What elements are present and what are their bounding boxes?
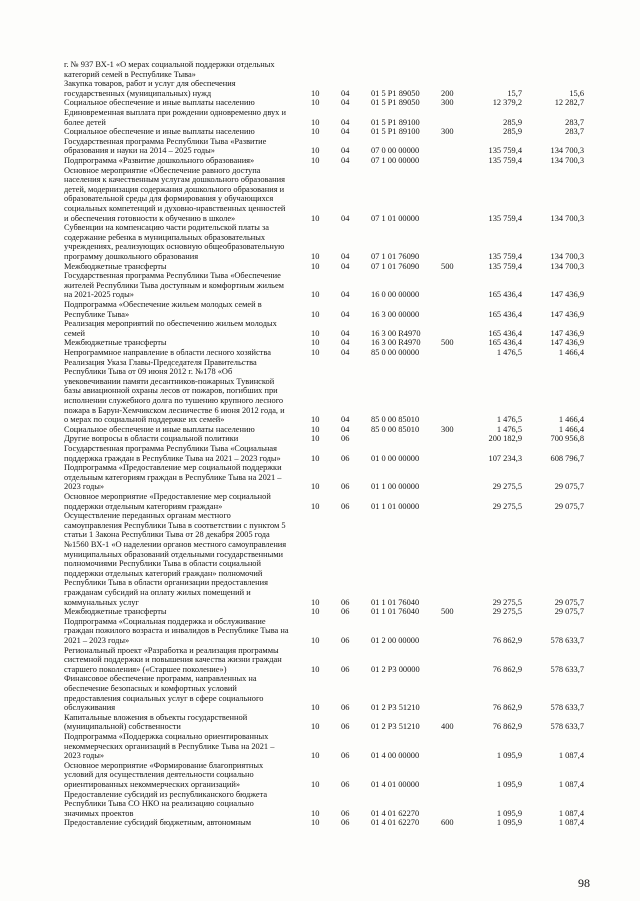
row-section-code: 10 — [311, 703, 320, 713]
row-section-code: 10 — [311, 607, 320, 617]
row-subsection-code: 06 — [341, 664, 350, 674]
row-expense-type: 300 — [441, 127, 454, 137]
row-amount-2022: 1 466,4 — [558, 415, 584, 425]
row-amount-2021: 165 436,4 — [488, 338, 522, 348]
row-subsection-code: 04 — [341, 290, 350, 300]
row-amount-2022: 1 466,4 — [558, 348, 584, 357]
row-description: Реализация Указа Главы-Председателя Правительства Республики Тыва от 09 июня 2012 г. №178 «Об увековечивании памяти десантников-пожарных Тувинской базы авиационной охраны лесов от пожаров, погибших при исполнении служебного долга по тушению крупного лесного пожара в Барун-Хемчикском лесничестве 6 июня 2012 года, и о мерах по социальной поддержке их семей» — [64, 357, 285, 425]
row-target-article: 85 0 00 85010 — [371, 415, 420, 425]
row-subsection-code: 06 — [341, 453, 350, 463]
table-row — [0, 262, 640, 272]
row-amount-2022: 578 633,7 — [550, 664, 584, 674]
table-row — [0, 60, 640, 79]
row-description: Основное мероприятие «Предоставление мер социальной поддержки отдельным категориям граждан» — [64, 492, 271, 511]
row-amount-2022: 147 436,9 — [550, 309, 584, 319]
row-amount-2022: 134 700,3 — [550, 261, 584, 271]
table-row — [0, 300, 640, 319]
row-subsection-code: 06 — [341, 722, 350, 732]
row-target-article: 01 1 01 00000 — [371, 501, 420, 511]
row-amount-2021: 135 759,4 — [488, 213, 522, 223]
row-target-article: 01 4 00 00000 — [371, 751, 420, 761]
row-section-code: 10 — [311, 415, 320, 425]
row-section-code: 10 — [311, 309, 320, 319]
table-row — [0, 137, 640, 156]
row-section-code: 10 — [311, 664, 320, 674]
row-amount-2022: 700 956,8 — [550, 434, 584, 444]
table-row — [0, 713, 640, 732]
row-description: Основное мероприятие «Формирование благоприятных условий для осуществления деятельности социально ориентированных некоммерческих организаций» — [64, 760, 264, 789]
row-subsection-code: 06 — [341, 751, 350, 761]
row-amount-2022: 29 075,7 — [554, 482, 584, 492]
row-amount-2022: 283,7 — [565, 117, 584, 127]
row-expense-type: 200 — [441, 88, 454, 98]
row-description: Государственная программа Республики Тыва «Социальная поддержка граждан в Республике Тыва на 2021 – 2023 годы» — [64, 444, 281, 463]
row-description: Подпрограмма «Предоставление мер социальной поддержки отдельным категориям граждан в Республике Тыва на 2021 – 2023 годы» — [64, 463, 282, 492]
row-section-code: 10 — [311, 453, 320, 463]
row-description: Предоставление субсидий из республиканского бюджета Республики Тыва СО НКО на реализацию социально значимых проектов — [64, 789, 268, 818]
row-amount-2022: 147 436,9 — [550, 338, 584, 348]
row-subsection-code: 04 — [341, 98, 350, 108]
row-amount-2022: 1 087,4 — [558, 818, 584, 828]
row-target-article: 16 3 00 R4970 — [371, 338, 421, 348]
table-row — [0, 79, 640, 98]
row-subsection-code: 06 — [341, 501, 350, 511]
row-amount-2021: 285,9 — [503, 127, 522, 137]
row-section-code: 10 — [311, 213, 320, 223]
row-subsection-code: 04 — [341, 117, 350, 127]
row-subsection-code: 04 — [341, 348, 350, 357]
row-description: Реализация мероприятий по обеспечению жильем молодых семей — [64, 319, 277, 338]
row-subsection-code: 06 — [341, 482, 350, 492]
row-section-code: 10 — [311, 98, 320, 108]
row-target-article: 85 0 00 00000 — [371, 348, 420, 357]
row-target-article: 01 0 00 00000 — [371, 453, 420, 463]
table-row — [0, 617, 640, 646]
row-target-article: 07 1 01 00000 — [371, 213, 420, 223]
row-amount-2021: 1 095,9 — [496, 818, 522, 828]
row-target-article: 01 5 Р1 89050 — [371, 98, 420, 108]
row-subsection-code: 04 — [341, 424, 350, 434]
row-amount-2021: 76 862,9 — [492, 664, 522, 674]
row-amount-2022: 29 075,7 — [554, 501, 584, 511]
row-amount-2021: 135 759,4 — [488, 261, 522, 271]
row-description: г. № 937 ВХ-1 «О мерах социальной поддержки отдельных категорий семей в Республике Тыва» — [64, 60, 275, 79]
row-amount-2021: 76 862,9 — [492, 722, 522, 732]
row-section-code: 10 — [311, 482, 320, 492]
row-amount-2022: 578 633,7 — [550, 703, 584, 713]
row-section-code: 10 — [311, 290, 320, 300]
row-amount-2021: 76 862,9 — [492, 635, 522, 645]
row-target-article: 01 5 Р1 89100 — [371, 127, 420, 137]
row-target-article: 85 0 00 85010 — [371, 424, 420, 434]
row-target-article: 01 4 01 62270 — [371, 818, 420, 828]
row-target-article: 07 1 01 76090 — [371, 261, 420, 271]
row-amount-2021: 135 759,4 — [488, 146, 522, 156]
table-row — [0, 818, 640, 828]
row-description: Социальное обеспечение и иные выплаты населению — [64, 424, 255, 434]
row-amount-2021: 29 275,5 — [492, 607, 522, 617]
row-amount-2022: 147 436,9 — [550, 328, 584, 338]
row-target-article: 01 1 01 76040 — [371, 607, 420, 617]
row-description: Единовременная выплата при рождении одновременно двух и более детей — [64, 108, 286, 127]
row-section-code: 10 — [311, 751, 320, 761]
table-row — [0, 790, 640, 819]
row-target-article: 16 0 00 00000 — [371, 290, 420, 300]
row-section-code: 10 — [311, 251, 320, 261]
table-row — [0, 319, 640, 338]
row-amount-2021: 285,9 — [503, 117, 522, 127]
row-amount-2021: 29 275,5 — [492, 597, 522, 607]
row-subsection-code: 04 — [341, 328, 350, 338]
row-expense-type: 300 — [441, 98, 454, 108]
row-section-code: 10 — [311, 338, 320, 348]
row-amount-2022: 1 087,4 — [558, 751, 584, 761]
row-amount-2022: 283,7 — [565, 127, 584, 137]
row-description: Осуществление переданных органам местного самоуправления Республики Тыва в соответствии с пунктом 5 статьи 1 Закона Республики Тыва от 28 декабря 2005 года №1560 ВХ-1 «О наделении органов местного самоуправления муниципальных образований отдельными государственными полномочиями Республики Тыва в области социальной поддержки отдельных категорий граждан» полномочий Республики Тыва в области организации предоставления гражданам субсидий на оплату жилых помещений и коммунальных услуг — [64, 511, 287, 607]
row-amount-2021: 1 095,9 — [496, 779, 522, 789]
table-row — [0, 348, 640, 358]
row-amount-2022: 147 436,9 — [550, 290, 584, 300]
table-row — [0, 444, 640, 463]
row-description: Межбюджетные трансферты — [64, 607, 167, 617]
row-target-article: 01 5 Р1 89050 — [371, 88, 420, 98]
row-target-article: 01 5 Р1 89100 — [371, 117, 420, 127]
table-row — [0, 127, 640, 137]
row-amount-2021: 29 275,5 — [492, 501, 522, 511]
row-target-article: 01 4 01 62270 — [371, 808, 420, 818]
row-subsection-code: 04 — [341, 261, 350, 271]
row-amount-2021: 200 182,9 — [488, 434, 522, 444]
row-description: Предоставление субсидий бюджетным, автономным — [64, 818, 252, 828]
row-amount-2021: 76 862,9 — [492, 703, 522, 713]
row-amount-2022: 608 796,7 — [550, 453, 584, 463]
row-expense-type: 600 — [441, 818, 454, 828]
row-expense-type: 400 — [441, 722, 454, 732]
row-amount-2022: 578 633,7 — [550, 635, 584, 645]
table-row — [0, 511, 640, 607]
row-amount-2021: 107 234,3 — [488, 453, 522, 463]
row-subsection-code: 06 — [341, 808, 350, 818]
table-row — [0, 271, 640, 300]
table-row — [0, 434, 640, 444]
row-subsection-code: 04 — [341, 88, 350, 98]
row-subsection-code: 06 — [341, 635, 350, 645]
row-section-code: 10 — [311, 635, 320, 645]
row-description: Подпрограмма «Обеспечение жильем молодых семей в Республике Тыва» — [64, 300, 262, 319]
row-amount-2021: 1 095,9 — [496, 808, 522, 818]
row-target-article: 07 1 01 76090 — [371, 251, 420, 261]
row-amount-2022: 134 700,3 — [550, 146, 584, 156]
row-section-code: 10 — [311, 722, 320, 732]
row-subsection-code: 04 — [341, 415, 350, 425]
row-section-code: 10 — [311, 156, 320, 165]
row-subsection-code: 04 — [341, 156, 350, 165]
table-row — [0, 425, 640, 435]
row-target-article: 01 1 01 76040 — [371, 597, 420, 607]
row-amount-2021: 1 476,5 — [496, 348, 522, 357]
row-section-code: 10 — [311, 88, 320, 98]
row-section-code: 10 — [311, 434, 320, 444]
row-section-code: 10 — [311, 779, 320, 789]
row-expense-type: 500 — [441, 261, 454, 271]
row-subsection-code: 04 — [341, 127, 350, 137]
row-amount-2022: 29 075,7 — [554, 607, 584, 617]
row-subsection-code: 04 — [341, 213, 350, 223]
row-amount-2021: 15,7 — [507, 88, 522, 98]
row-amount-2022: 29 075,7 — [554, 597, 584, 607]
row-description: Финансовое обеспечение программ, направленных на обеспечение безопасных и комфортных условий предоставления социальных услуг в сфере социального обслуживания — [64, 674, 264, 713]
row-amount-2021: 135 759,4 — [488, 156, 522, 165]
row-description: Капитальные вложения в объекты государственной (муниципальной) собственности — [64, 712, 248, 732]
row-target-article: 01 2 00 00000 — [371, 635, 420, 645]
row-target-article: 01 4 01 00000 — [371, 779, 420, 789]
row-section-code: 10 — [311, 808, 320, 818]
row-amount-2022: 134 700,3 — [550, 156, 584, 165]
row-section-code: 10 — [311, 348, 320, 357]
row-subsection-code: 06 — [341, 703, 350, 713]
row-description: Субвенции на компенсацию части родительской платы за содержание ребенка в муниципальных образовательных учреждениях, реализующих основную общеобразовательную программу дошкольного образования — [64, 223, 285, 261]
row-subsection-code: 04 — [341, 251, 350, 261]
row-subsection-code: 06 — [341, 818, 350, 828]
row-description: Социальное обеспечение и иные выплаты населению — [64, 98, 255, 108]
table-row — [0, 98, 640, 108]
row-section-code: 10 — [311, 818, 320, 828]
row-target-article: 07 1 00 00000 — [371, 156, 420, 165]
table-row — [0, 646, 640, 675]
table-row — [0, 761, 640, 790]
row-amount-2022: 134 700,3 — [550, 213, 584, 223]
row-section-code: 10 — [311, 501, 320, 511]
row-amount-2021: 165 436,4 — [488, 328, 522, 338]
row-target-article: 01 2 Р3 00000 — [371, 664, 420, 674]
row-expense-type: 500 — [441, 607, 454, 617]
row-target-article: 01 2 Р3 51210 — [371, 703, 420, 713]
row-amount-2021: 12 379,2 — [492, 98, 522, 108]
row-amount-2021: 165 436,4 — [488, 290, 522, 300]
row-amount-2022: 578 633,7 — [550, 722, 584, 732]
row-subsection-code: 04 — [341, 309, 350, 319]
row-description: Другие вопросы в области социальной политики — [64, 434, 239, 444]
row-section-code: 10 — [311, 424, 320, 434]
row-description: Подпрограмма «Поддержка социально ориентированных некоммерческих организаций в Республике Тыва на 2021 – 2023 годы» — [64, 732, 275, 761]
row-amount-2022: 1 466,4 — [558, 424, 584, 434]
table-row — [0, 492, 640, 511]
table-row — [0, 674, 640, 712]
table-row — [0, 338, 640, 348]
row-section-code: 10 — [311, 328, 320, 338]
table-row — [0, 108, 640, 127]
table-row — [0, 223, 640, 261]
row-subsection-code: 04 — [341, 338, 350, 348]
row-description: Социальное обеспечение и иные выплаты населению — [64, 127, 255, 137]
row-target-article: 16 3 00 R4970 — [371, 328, 421, 338]
page-number: 98 — [578, 876, 590, 890]
row-subsection-code: 04 — [341, 146, 350, 156]
row-amount-2022: 1 087,4 — [558, 808, 584, 818]
row-description: Государственная программа Республики Тыва «Развитие образования и науки на 2014 – 2025 годы» — [64, 136, 267, 156]
row-expense-type: 500 — [441, 338, 454, 348]
row-target-article: 01 1 00 00000 — [371, 482, 420, 492]
row-description: Непрограммное направление в области лесного хозяйства — [64, 348, 271, 357]
row-amount-2021: 1 095,9 — [496, 751, 522, 761]
row-section-code: 10 — [311, 146, 320, 156]
table-row — [0, 156, 640, 166]
row-description: Подпрограмма «Социальная поддержка и обслуживание граждан пожилого возраста и инвалидов в Республике Тыва на 2021 – 2023 годы» — [64, 616, 289, 645]
row-amount-2021: 1 476,5 — [496, 424, 522, 434]
table-row — [0, 358, 640, 425]
row-amount-2021: 29 275,5 — [492, 482, 522, 492]
row-description: Закупка товаров, работ и услуг для обеспечения государственных (муниципальных) нужд — [64, 79, 236, 98]
table-row — [0, 732, 640, 761]
row-section-code: 10 — [311, 597, 320, 607]
table-row — [0, 166, 640, 224]
row-description: Межбюджетные трансферты — [64, 261, 167, 271]
row-target-article: 01 2 Р3 51210 — [371, 722, 420, 732]
row-section-code: 10 — [311, 261, 320, 271]
row-description: Подпрограмма «Развитие дошкольного образования» — [64, 156, 255, 165]
row-amount-2021: 135 759,4 — [488, 251, 522, 261]
row-subsection-code: 06 — [341, 779, 350, 789]
row-section-code: 10 — [311, 117, 320, 127]
row-amount-2021: 1 476,5 — [496, 415, 522, 425]
row-expense-type: 300 — [441, 424, 454, 434]
row-target-article: 07 0 00 00000 — [371, 146, 420, 156]
row-subsection-code: 06 — [341, 607, 350, 617]
row-description: Государственная программа Республики Тыва «Обеспечение жителей Республики Тыва доступным и комфортным жильем на 2021-2025 годы» — [64, 271, 284, 300]
row-description: Межбюджетные трансферты — [64, 338, 167, 348]
table-row — [0, 607, 640, 617]
row-amount-2022: 15,6 — [569, 88, 584, 98]
row-subsection-code: 06 — [341, 597, 350, 607]
row-section-code: 10 — [311, 127, 320, 137]
row-amount-2022: 12 282,7 — [554, 98, 584, 108]
row-subsection-code: 06 — [341, 434, 350, 444]
row-description: Основное мероприятие «Обеспечение равного доступа населения к качественным услугам дошкольного образования детей, модернизация содержания дошкольного образования и образовательной среды для формирования у обучающихся социальных компетенций и духовно-нравственных ценностей и обеспечения готовности к обучению в школе» — [64, 165, 286, 223]
row-description: Региональный проект «Разработка и реализация программы системной поддержки и повышения качества жизни граждан старшего поколения» («Старшее поколение») — [64, 645, 282, 674]
row-amount-2022: 134 700,3 — [550, 251, 584, 261]
row-target-article: 16 3 00 00000 — [371, 309, 420, 319]
row-amount-2022: 1 087,4 — [558, 779, 584, 789]
row-amount-2021: 165 436,4 — [488, 309, 522, 319]
table-row — [0, 463, 640, 492]
